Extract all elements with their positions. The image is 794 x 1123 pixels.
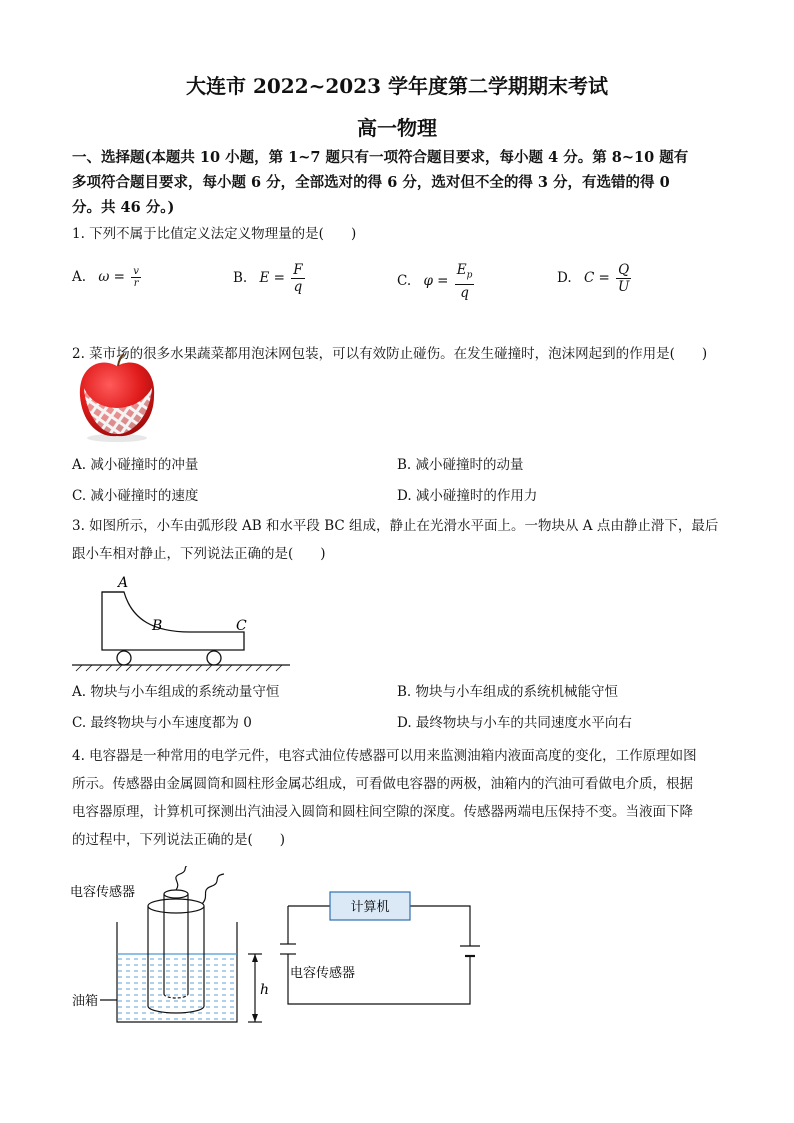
inner-core-top <box>164 890 188 898</box>
q1-option-d-fraction <box>616 262 631 295</box>
q4-stem-line4: 的过程中，下列说法正确的是( ) <box>72 832 286 848</box>
q1-option-d-num: Q <box>618 262 630 278</box>
q4-stem-line1: 4. 电容器是一种常用的电学元件，电容式油位传感器可以用来监测油箱内液面高度的变化，工作原理如图 <box>72 748 697 764</box>
question-3-stem <box>72 512 732 568</box>
q1-option-b-num: F <box>293 262 303 278</box>
question-4-stem <box>72 742 732 854</box>
fig-computer-label: 计算机 <box>350 900 390 915</box>
section-heading-line3: 分。共 46 分。) <box>72 199 175 216</box>
height-arrow-down <box>252 1014 258 1022</box>
q1-option-b-label: B. <box>233 270 248 286</box>
q1-option-c-fraction <box>455 262 475 301</box>
oil-liquid <box>117 954 237 1022</box>
section-heading <box>72 145 732 220</box>
cart-diagram <box>72 574 294 672</box>
q1-option-c-den: q <box>460 284 469 301</box>
outer-cylinder-top <box>148 899 204 913</box>
cart-wheel-right <box>207 651 221 665</box>
q1-option-a-num: v <box>133 266 139 277</box>
q1-option-d-label: D. <box>557 270 572 286</box>
q1-option-c-num: E <box>456 262 467 278</box>
q2-option-d[interactable]: D. 减小碰撞时的作用力 <box>397 488 538 504</box>
q1-option-c[interactable] <box>397 262 476 301</box>
question-2-stem: 2. 菜市场的很多水果蔬菜都用泡沫网包装，可以有效防止碰伤。在发生碰撞时，泡沫网起到的作用是( ) <box>72 346 708 362</box>
q3-option-c[interactable]: C. 最终物块与小车速度都为 0 <box>72 715 252 731</box>
height-arrow-up <box>252 954 258 962</box>
q1-option-d[interactable] <box>557 262 633 295</box>
question-1-stem: 1. 下列不属于比值定义法定义物理量的是( ) <box>72 226 357 242</box>
q1-option-c-num-sub: p <box>466 270 473 281</box>
q1-option-d-lhs: C = <box>583 270 610 286</box>
cart-wheel-left <box>117 651 131 665</box>
section-heading-line2: 多项符合题目要求，每小题 6 分，全部选对的得 6 分，选对但不全的得 3 分，有选错的得 0 <box>72 174 670 191</box>
subject-title: 高一物理 <box>357 116 437 140</box>
q1-option-b-lhs: E = <box>259 270 285 286</box>
q1-option-a-den: r <box>133 278 139 289</box>
circuit-diagram <box>280 886 480 1012</box>
cart-body <box>102 592 244 650</box>
q1-option-a[interactable] <box>72 266 143 289</box>
q2-option-c[interactable]: C. 减小碰撞时的速度 <box>72 488 199 504</box>
ground-hatching <box>76 665 282 671</box>
q1-option-a-label: A. <box>72 269 87 285</box>
q1-option-a-fraction <box>131 266 141 289</box>
fig-point-a: A <box>118 575 129 591</box>
q1-option-c-num-wrap <box>455 262 475 285</box>
q1-option-c-label: C. <box>397 272 412 289</box>
q4-stem-line2: 所示。传感器由金属圆筒和圆柱形金属芯组成，可看做电容器的两极，油箱内的汽油可看做电介质，根据 <box>72 776 693 792</box>
fig-tank-label: 油箱 <box>72 994 99 1009</box>
q1-option-c-lhs: φ = <box>423 272 449 289</box>
q3-stem-line1: 3. 如图所示，小车由弧形段 AB 和水平段 BC 组成，静止在光滑水平面上。一物块从 A 点由静止滑下，最后 <box>72 518 719 534</box>
q2-option-a[interactable]: A. 减小碰撞时的冲量 <box>72 457 199 473</box>
q1-option-b-fraction <box>291 262 304 295</box>
fig-point-c: C <box>236 618 247 634</box>
section-heading-line1: 一、选择题(本题共 10 小题，第 1~7 题只有一项符合题目要求，每小题 4 分。第 8~10 题有 <box>72 149 689 166</box>
fig-circuit-sensor-label: 电容传感器 <box>290 966 356 981</box>
oil-tank-diagram <box>70 866 280 1030</box>
lead-wire-2 <box>202 874 224 904</box>
q3-option-b[interactable]: B. 物块与小车组成的系统机械能守恒 <box>397 684 619 700</box>
lead-wire-1 <box>176 866 192 890</box>
q3-option-a[interactable]: A. 物块与小车组成的系统动量守恒 <box>72 684 280 700</box>
fig-point-b: B <box>152 618 163 634</box>
apple-in-foam-net-image <box>74 352 160 444</box>
q1-option-b[interactable] <box>233 262 307 295</box>
q4-stem-line3: 电容器原理，计算机可探测出汽油浸入圆筒和圆柱间空隙的深度。传感器两端电压保持不变。当液面下降 <box>72 804 693 820</box>
q3-stem-line2: 跟小车相对静止，下列说法正确的是( ) <box>72 546 326 562</box>
fig-sensor-label: 电容传感器 <box>70 885 136 900</box>
fig-height-label: h <box>260 982 270 998</box>
q2-option-b[interactable]: B. 减小碰撞时的动量 <box>397 457 524 473</box>
q3-option-d[interactable]: D. 最终物块与小车的共同速度水平向右 <box>397 715 632 731</box>
q1-option-b-den: q <box>293 279 303 295</box>
q1-option-a-lhs: ω = <box>98 269 125 285</box>
exam-title: 大连市 2022~2023 学年度第二学期期末考试 <box>185 74 608 98</box>
circuit-wires <box>288 906 470 1004</box>
q1-option-d-den: U <box>618 279 630 295</box>
